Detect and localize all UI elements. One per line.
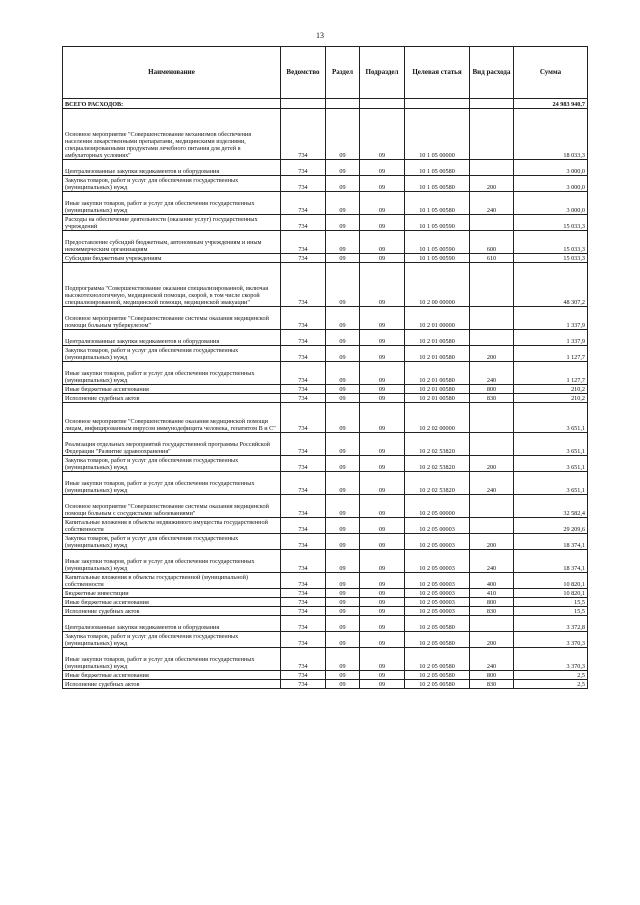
- row-name: Закупка товаров, работ и услуг для обеспечения государственных (муниципальных) нужд: [63, 346, 281, 362]
- table-row: [63, 456, 588, 472]
- row-type: 800: [470, 671, 514, 680]
- row-section: 09: [326, 598, 360, 607]
- row-dept: 734: [281, 495, 326, 518]
- row-dept: 734: [281, 573, 326, 589]
- row-amount: 210,2: [514, 385, 588, 394]
- row-type: 200: [470, 534, 514, 550]
- table-row: [63, 598, 588, 607]
- table-row: [63, 160, 588, 176]
- row-type: [470, 616, 514, 632]
- table-cell: [470, 99, 514, 109]
- table-row: [63, 472, 588, 495]
- row-target: 10 1 05 00580: [405, 160, 470, 176]
- row-section: 09: [326, 495, 360, 518]
- row-type: 200: [470, 456, 514, 472]
- table-row: [63, 648, 588, 671]
- row-dept: 734: [281, 680, 326, 689]
- row-target: 10 2 05 00003: [405, 518, 470, 534]
- row-name: Иные закупки товаров, работ и услуг для обеспечения государственных (муниципальных) нужд: [63, 550, 281, 573]
- table-row: [63, 330, 588, 346]
- row-type: [470, 307, 514, 330]
- row-subsection: 09: [360, 362, 405, 385]
- row-type: 240: [470, 648, 514, 671]
- row-type: [470, 433, 514, 456]
- row-name: Основное мероприятие "Совершенствование системы оказания медицинской помощи больным с сосудистыми заболеваниями": [63, 495, 281, 518]
- row-subsection: 09: [360, 403, 405, 433]
- row-subsection: 09: [360, 394, 405, 403]
- row-name: Иные закупки товаров, работ и услуг для обеспечения государственных (муниципальных) нужд: [63, 192, 281, 215]
- row-subsection: 09: [360, 607, 405, 616]
- row-name: Закупка товаров, работ и услуг для обеспечения государственных (муниципальных) нужд: [63, 456, 281, 472]
- table-row: [63, 495, 588, 518]
- row-subsection: 09: [360, 456, 405, 472]
- row-target: 10 1 05 00580: [405, 192, 470, 215]
- header-section: Раздел: [326, 47, 360, 99]
- row-subsection: 09: [360, 307, 405, 330]
- row-dept: 734: [281, 550, 326, 573]
- row-type: 600: [470, 231, 514, 254]
- row-target: 10 2 02 53820: [405, 472, 470, 495]
- row-amount: 3 651,1: [514, 433, 588, 456]
- row-section: 09: [326, 346, 360, 362]
- row-name: Основное мероприятие "Совершенствование оказания медицинской помощи лицам, инфицированным вирусом иммунодефицита человека, гепатитом В и С": [63, 403, 281, 433]
- header-amount: Сумма: [514, 47, 588, 99]
- header-dept: Ведомство: [281, 47, 326, 99]
- row-dept: 734: [281, 403, 326, 433]
- row-section: 09: [326, 176, 360, 192]
- row-name: Субсидии бюджетным учреждениям: [63, 254, 281, 263]
- row-type: 610: [470, 254, 514, 263]
- row-target: 10 2 00 00000: [405, 263, 470, 307]
- row-name: Централизованные закупки медикаментов и оборудования: [63, 616, 281, 632]
- row-target: 10 1 05 00590: [405, 215, 470, 231]
- row-name: Основное мероприятие "Совершенствование механизмов обеспечения населения лекарственными препаратами, медицинскими изделиями, специализированными продуктами лечебного питания для детей в амбулаторных условиях": [63, 109, 281, 160]
- table-row: [63, 680, 588, 689]
- row-amount: 10 820,1: [514, 589, 588, 598]
- row-section: 09: [326, 632, 360, 648]
- table-row: [63, 632, 588, 648]
- row-type: 410: [470, 589, 514, 598]
- table-row: [63, 403, 588, 433]
- row-type: 240: [470, 550, 514, 573]
- row-amount: 1 127,7: [514, 346, 588, 362]
- row-amount: 18 374,1: [514, 550, 588, 573]
- row-dept: 734: [281, 648, 326, 671]
- row-amount: 3 372,8: [514, 616, 588, 632]
- row-section: 09: [326, 518, 360, 534]
- row-subsection: 09: [360, 433, 405, 456]
- row-target: 10 1 05 00580: [405, 176, 470, 192]
- row-name: Централизованные закупки медикаментов и оборудования: [63, 160, 281, 176]
- table-row: [63, 394, 588, 403]
- row-type: 240: [470, 362, 514, 385]
- row-type: [470, 330, 514, 346]
- row-subsection: 09: [360, 534, 405, 550]
- row-target: 10 2 05 00580: [405, 680, 470, 689]
- row-subsection: 09: [360, 550, 405, 573]
- table-row: [63, 589, 588, 598]
- row-target: 10 1 05 00590: [405, 231, 470, 254]
- header-type: Вид расхода: [470, 47, 514, 99]
- row-amount: 2,5: [514, 680, 588, 689]
- total-amount: 24 983 940,7: [514, 99, 588, 109]
- row-section: 09: [326, 215, 360, 231]
- row-amount: 3 651,1: [514, 403, 588, 433]
- row-subsection: 09: [360, 346, 405, 362]
- row-amount: 1 337,9: [514, 330, 588, 346]
- row-subsection: 09: [360, 109, 405, 160]
- table-row: [63, 433, 588, 456]
- table-row: [63, 192, 588, 215]
- row-subsection: 09: [360, 648, 405, 671]
- row-amount: 15,5: [514, 598, 588, 607]
- table-row: [63, 385, 588, 394]
- row-dept: 734: [281, 534, 326, 550]
- row-subsection: 09: [360, 632, 405, 648]
- row-type: 200: [470, 346, 514, 362]
- row-section: 09: [326, 616, 360, 632]
- row-type: 830: [470, 680, 514, 689]
- row-target: 10 2 02 53820: [405, 456, 470, 472]
- row-dept: 734: [281, 176, 326, 192]
- table-row: [63, 254, 588, 263]
- row-amount: 48 307,2: [514, 263, 588, 307]
- row-subsection: 09: [360, 192, 405, 215]
- row-target: 10 2 02 00000: [405, 403, 470, 433]
- table-row: [63, 231, 588, 254]
- row-amount: 32 582,4: [514, 495, 588, 518]
- row-dept: 734: [281, 346, 326, 362]
- row-amount: 29 209,6: [514, 518, 588, 534]
- table-row: [63, 573, 588, 589]
- row-target: 10 2 05 00580: [405, 648, 470, 671]
- row-amount: 10 820,1: [514, 573, 588, 589]
- row-subsection: 09: [360, 472, 405, 495]
- row-amount: 3 370,3: [514, 632, 588, 648]
- row-subsection: 09: [360, 385, 405, 394]
- row-section: 09: [326, 433, 360, 456]
- table-row: [63, 109, 588, 160]
- row-section: 09: [326, 362, 360, 385]
- row-target: 10 2 01 00580: [405, 362, 470, 385]
- row-section: 09: [326, 394, 360, 403]
- row-name: Основное мероприятие "Совершенствование системы оказания медицинской помощи больным туберкулезом": [63, 307, 281, 330]
- row-dept: 734: [281, 616, 326, 632]
- row-dept: 734: [281, 394, 326, 403]
- table-row: [63, 176, 588, 192]
- row-name: Капитальные вложения в объекты недвижимого имущества государственной собственности: [63, 518, 281, 534]
- row-amount: 1 337,9: [514, 307, 588, 330]
- row-dept: 734: [281, 518, 326, 534]
- row-type: [470, 263, 514, 307]
- row-subsection: 09: [360, 160, 405, 176]
- row-name: Иные бюджетные ассигнования: [63, 385, 281, 394]
- row-name: Бюджетные инвестиции: [63, 589, 281, 598]
- row-target: 10 2 05 00580: [405, 616, 470, 632]
- row-type: [470, 215, 514, 231]
- table-header-row: [63, 47, 588, 99]
- row-section: 09: [326, 385, 360, 394]
- row-target: 10 2 01 00580: [405, 385, 470, 394]
- row-section: 09: [326, 648, 360, 671]
- row-dept: 734: [281, 215, 326, 231]
- row-name: Реализация отдельных мероприятий государственной программы Российской Федерации "Развитие здравоохранения": [63, 433, 281, 456]
- row-section: 09: [326, 680, 360, 689]
- row-type: 240: [470, 192, 514, 215]
- row-section: 09: [326, 550, 360, 573]
- table-row: [63, 616, 588, 632]
- row-name: Закупка товаров, работ и услуг для обеспечения государственных (муниципальных) нужд: [63, 632, 281, 648]
- table-row: [63, 607, 588, 616]
- row-section: 09: [326, 573, 360, 589]
- row-target: 10 2 01 00580: [405, 330, 470, 346]
- row-name: Исполнение судебных актов: [63, 680, 281, 689]
- row-section: 09: [326, 589, 360, 598]
- row-amount: 3 000,0: [514, 192, 588, 215]
- row-amount: 18 033,3: [514, 109, 588, 160]
- row-type: [470, 403, 514, 433]
- row-subsection: 09: [360, 573, 405, 589]
- total-label: ВСЕГО РАСХОДОВ:: [63, 99, 281, 109]
- table-row: [63, 550, 588, 573]
- row-amount: 3 000,0: [514, 176, 588, 192]
- row-subsection: 09: [360, 231, 405, 254]
- row-type: 200: [470, 176, 514, 192]
- table-row: [63, 362, 588, 385]
- row-target: 10 2 01 00000: [405, 307, 470, 330]
- row-target: 10 2 05 00003: [405, 534, 470, 550]
- row-dept: 734: [281, 160, 326, 176]
- row-section: 09: [326, 160, 360, 176]
- row-dept: 734: [281, 607, 326, 616]
- row-amount: 3 000,0: [514, 160, 588, 176]
- table-row: [63, 346, 588, 362]
- row-name: Иные закупки товаров, работ и услуг для обеспечения государственных (муниципальных) нужд: [63, 362, 281, 385]
- row-name: Иные закупки товаров, работ и услуг для обеспечения государственных (муниципальных) нужд: [63, 648, 281, 671]
- row-subsection: 09: [360, 254, 405, 263]
- row-amount: 15 033,3: [514, 254, 588, 263]
- row-subsection: 09: [360, 518, 405, 534]
- row-type: [470, 160, 514, 176]
- row-name: Закупка товаров, работ и услуг для обеспечения государственных (муниципальных) нужд: [63, 176, 281, 192]
- row-name: Иные бюджетные ассигнования: [63, 671, 281, 680]
- row-dept: 734: [281, 109, 326, 160]
- row-section: 09: [326, 109, 360, 160]
- row-subsection: 09: [360, 495, 405, 518]
- row-subsection: 09: [360, 263, 405, 307]
- row-subsection: 09: [360, 598, 405, 607]
- row-dept: 734: [281, 598, 326, 607]
- row-section: 09: [326, 330, 360, 346]
- row-type: 800: [470, 598, 514, 607]
- row-section: 09: [326, 254, 360, 263]
- row-type: [470, 109, 514, 160]
- total-row: [63, 99, 588, 109]
- row-target: 10 2 05 00003: [405, 598, 470, 607]
- row-name: Предоставление субсидий бюджетным, автономным учреждениям и иным некоммерческим организациям: [63, 231, 281, 254]
- row-section: 09: [326, 671, 360, 680]
- table-row: [63, 534, 588, 550]
- row-amount: 2,5: [514, 671, 588, 680]
- row-dept: 734: [281, 254, 326, 263]
- row-subsection: 09: [360, 680, 405, 689]
- row-amount: 15 033,3: [514, 231, 588, 254]
- row-amount: 15 033,3: [514, 215, 588, 231]
- row-amount: 15,5: [514, 607, 588, 616]
- row-section: 09: [326, 472, 360, 495]
- row-section: 09: [326, 307, 360, 330]
- row-dept: 734: [281, 589, 326, 598]
- row-type: 830: [470, 394, 514, 403]
- row-type: [470, 518, 514, 534]
- header-target: Целевая статья: [405, 47, 470, 99]
- row-section: 09: [326, 403, 360, 433]
- row-target: 10 2 05 00003: [405, 550, 470, 573]
- table-cell: [360, 99, 405, 109]
- row-dept: 734: [281, 472, 326, 495]
- row-amount: 3 651,1: [514, 456, 588, 472]
- row-target: 10 2 01 00580: [405, 346, 470, 362]
- table-row: [63, 215, 588, 231]
- row-type: [470, 495, 514, 518]
- row-dept: 734: [281, 362, 326, 385]
- row-target: 10 1 05 00590: [405, 254, 470, 263]
- row-target: 10 2 02 53820: [405, 433, 470, 456]
- row-type: 200: [470, 632, 514, 648]
- row-section: 09: [326, 231, 360, 254]
- table-row: [63, 518, 588, 534]
- table-cell: [405, 99, 470, 109]
- row-name: Иные закупки товаров, работ и услуг для обеспечения государственных (муниципальных) нужд: [63, 472, 281, 495]
- row-amount: 1 127,7: [514, 362, 588, 385]
- row-dept: 734: [281, 330, 326, 346]
- row-target: 10 2 05 00580: [405, 671, 470, 680]
- row-dept: 734: [281, 263, 326, 307]
- row-amount: 210,2: [514, 394, 588, 403]
- row-type: 400: [470, 573, 514, 589]
- table-row: [63, 671, 588, 680]
- row-section: 09: [326, 263, 360, 307]
- row-target: 10 2 05 00003: [405, 573, 470, 589]
- row-dept: 734: [281, 433, 326, 456]
- row-dept: 734: [281, 192, 326, 215]
- row-target: 10 2 05 00003: [405, 589, 470, 598]
- row-subsection: 09: [360, 330, 405, 346]
- row-type: 240: [470, 472, 514, 495]
- row-name: Исполнение судебных актов: [63, 607, 281, 616]
- row-section: 09: [326, 607, 360, 616]
- row-target: 10 2 05 00580: [405, 632, 470, 648]
- row-subsection: 09: [360, 671, 405, 680]
- row-amount: 18 374,1: [514, 534, 588, 550]
- table-row: [63, 307, 588, 330]
- row-subsection: 09: [360, 589, 405, 598]
- page-number: 13: [316, 31, 324, 40]
- row-dept: 734: [281, 231, 326, 254]
- row-section: 09: [326, 192, 360, 215]
- row-dept: 734: [281, 456, 326, 472]
- table-cell: [281, 99, 326, 109]
- row-amount: 3 370,3: [514, 648, 588, 671]
- row-subsection: 09: [360, 215, 405, 231]
- row-dept: 734: [281, 307, 326, 330]
- row-type: 830: [470, 607, 514, 616]
- expenditure-table: [62, 46, 588, 689]
- row-subsection: 09: [360, 176, 405, 192]
- table-cell: [326, 99, 360, 109]
- row-target: 10 2 05 00000: [405, 495, 470, 518]
- row-target: 10 1 05 00000: [405, 109, 470, 160]
- table-row: [63, 263, 588, 307]
- row-dept: 734: [281, 385, 326, 394]
- row-subsection: 09: [360, 616, 405, 632]
- row-name: Закупка товаров, работ и услуг для обеспечения государственных (муниципальных) нужд: [63, 534, 281, 550]
- row-name: Капитальные вложения в объекты государственной (муниципальной) собственности: [63, 573, 281, 589]
- header-subsection: Подраздел: [360, 47, 405, 99]
- row-section: 09: [326, 534, 360, 550]
- row-target: 10 2 05 00003: [405, 607, 470, 616]
- row-name: Исполнение судебных актов: [63, 394, 281, 403]
- row-section: 09: [326, 456, 360, 472]
- row-target: 10 2 01 00580: [405, 394, 470, 403]
- row-type: 800: [470, 385, 514, 394]
- header-name: Наименование: [63, 47, 281, 99]
- row-name: Иные бюджетные ассигнования: [63, 598, 281, 607]
- row-name: Централизованные закупки медикаментов и оборудования: [63, 330, 281, 346]
- row-amount: 3 651,1: [514, 472, 588, 495]
- row-dept: 734: [281, 632, 326, 648]
- row-dept: 734: [281, 671, 326, 680]
- row-name: Подпрограмма "Совершенствование оказания специализированной, включая высокотехнологичную, медицинской помощи, скорой, в том числе скорой специализированной, медицинской помощи, медицинской эвакуации": [63, 263, 281, 307]
- row-name: Расходы на обеспечение деятельности (оказание услуг) государственных учреждений: [63, 215, 281, 231]
